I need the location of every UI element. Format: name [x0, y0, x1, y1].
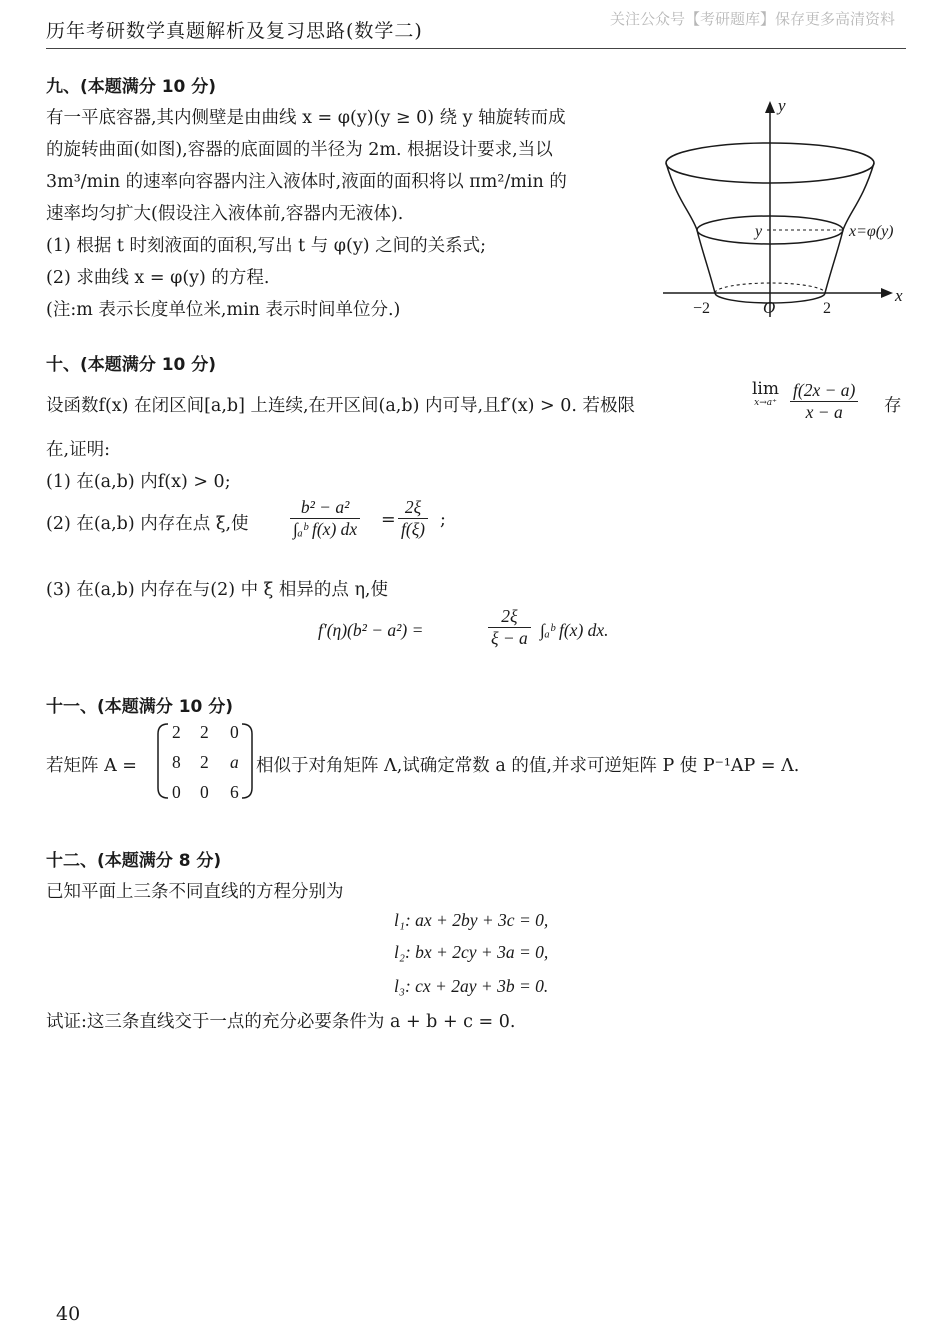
q11-suffix: 相似于对角矩阵 Λ,试确定常数 a 的值,并求可逆矩阵 P 使 P⁻¹AP = Λ.	[256, 756, 800, 776]
p2-semicolon: ;	[440, 510, 446, 530]
right-tick-label: 2	[823, 300, 831, 317]
y-axis-arrow	[765, 101, 775, 113]
x-axis-label: x	[895, 286, 903, 305]
level-y-label: y	[755, 223, 763, 240]
p3-denominator: ξ − a	[491, 628, 528, 648]
matrix-r2c3: a	[230, 752, 239, 772]
q11-heading: 十一、(本题满分 10 分)	[46, 697, 234, 717]
p3-numerator: 2ξ	[488, 606, 531, 628]
origin-label: O	[763, 298, 776, 317]
q12-heading: 十二、(本题满分 8 分)	[46, 851, 222, 871]
q9-part-1: (1) 根据 t 时刻液面的面积,写出 t 与 φ(y) 之间的关系式;	[46, 236, 487, 256]
q10-part-1: (1) 在(a,b) 内f(x) > 0;	[46, 472, 231, 492]
q10-part-2-left-fraction	[290, 497, 360, 540]
matrix-r2c1: 8	[172, 752, 181, 772]
matrix-r3c1: 0	[172, 782, 181, 802]
header-rule	[46, 48, 906, 49]
matrix-r2c2: 2	[200, 752, 209, 772]
q9-line-1: 有一平底容器,其内侧壁是由曲线 x = φ(y)(y ≥ 0) 绕 y 轴旋转而成	[46, 108, 566, 128]
matrix-r1c3: 0	[230, 722, 239, 742]
q9-line-3: 3m³/min 的速率向容器内注入液体时,液面的面积将以 πm²/min 的	[46, 172, 567, 192]
q12-conclusion: 试证:这三条直线交于一点的充分必要条件为 a + b + c = 0.	[46, 1012, 516, 1032]
q12-equation-1: l₁: ax + 2by + 3c = 0,	[394, 910, 549, 930]
left-tick-label: −2	[693, 300, 711, 317]
q9-line-2: 的旋转曲面(如图),容器的底面圆的半径为 2m. 根据设计要求,当以	[46, 140, 553, 160]
q10-intro: 设函数f(x) 在闭区间[a,b] 上连续,在开区间(a,b) 内可导,且f′(x) > 0. 若极限	[46, 396, 636, 416]
p3-left-expression: f′(η)(b² − a²) =	[318, 620, 424, 640]
curve-label: x=φ(y)	[849, 223, 894, 240]
y-axis-label: y	[778, 96, 786, 115]
limit-numerator: f(2x − a)	[790, 380, 858, 402]
container-figure	[655, 95, 915, 325]
q10-intro-tail: 存	[884, 396, 902, 416]
p2-right-denominator: f(ξ)	[401, 519, 426, 539]
p2-right-numerator: 2ξ	[398, 497, 428, 519]
p2-denominator: ∫ₐᵇ f(x) dx	[293, 519, 358, 539]
limit-denominator: x − a	[805, 402, 843, 422]
page-number: 40	[56, 1303, 81, 1325]
matrix-r3c2: 0	[200, 782, 209, 802]
lim-word: lim	[752, 379, 779, 399]
q9-heading: 九、(本题满分 10 分)	[46, 77, 217, 97]
matrix-r1c1: 2	[172, 722, 181, 742]
p3-integral: ∫ₐᵇ f(x) dx.	[540, 620, 609, 640]
q11-prefix: 若矩阵 A =	[46, 756, 137, 776]
q9-part-2: (2) 求曲线 x = φ(y) 的方程.	[46, 268, 270, 288]
running-header-title: 历年考研数学真题解析及复习思路(数学二)	[46, 20, 423, 42]
q10-limit-fraction	[790, 380, 858, 423]
q10-part-2-right-fraction	[398, 497, 428, 540]
q10-heading: 十、(本题满分 10 分)	[46, 355, 217, 375]
x-axis-arrow	[881, 288, 893, 298]
matrix-r1c2: 2	[200, 722, 209, 742]
p2-numerator: b² − a²	[290, 497, 360, 519]
q9-note: (注:m 表示长度单位米,min 表示时间单位分.)	[46, 300, 401, 320]
q12-equation-3: l₃: cx + 2ay + 3b = 0.	[394, 976, 549, 996]
promo-watermark-text: 关注公众号【考研题库】保存更多高清资料	[610, 10, 896, 28]
q12-equation-2: l₂: bx + 2cy + 3a = 0,	[394, 942, 549, 962]
p2-equals: =	[381, 510, 396, 530]
q10-part-3: (3) 在(a,b) 内存在与(2) 中 ξ 相异的点 η,使	[46, 580, 388, 600]
q10-limit	[752, 380, 779, 409]
matrix-r3c3: 6	[230, 782, 239, 802]
left-wall-curve	[666, 163, 715, 293]
q9-line-4: 速率均匀扩大(假设注入液体前,容器内无液体).	[46, 204, 404, 224]
lim-subscript: x→a⁺	[754, 397, 777, 408]
q12-intro: 已知平面上三条不同直线的方程分别为	[46, 882, 344, 902]
p3-fraction	[488, 606, 531, 649]
q10-line-2: 在,证明:	[46, 440, 110, 460]
q10-part-2-prefix: (2) 在(a,b) 内存在点 ξ,使	[46, 514, 249, 534]
